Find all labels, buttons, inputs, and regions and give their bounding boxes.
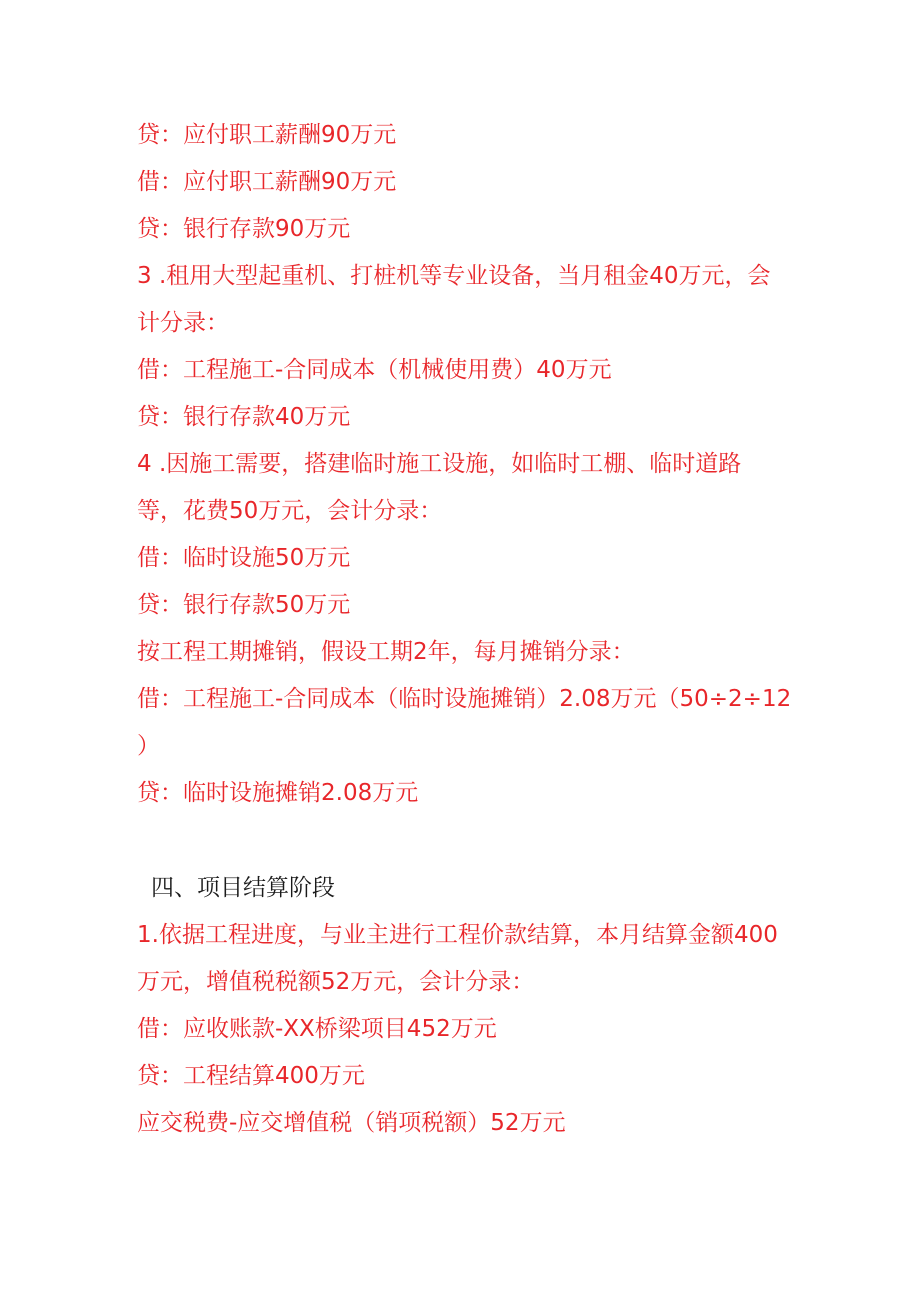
section-spacer — [137, 817, 797, 865]
amortization-credit-line: 贷：临时设施摊销2.08万元 — [137, 780, 419, 806]
settlement-tax-credit-line: 应交税费-应交增值税（销项税额）52万元 — [137, 1110, 566, 1136]
settlement-credit-line: 贷：工程结算400万元 — [137, 1063, 365, 1089]
amortization-debit-line: 借：工程施工-合同成本（临时设施摊销）2.08万元（50÷2÷12 — [137, 686, 792, 712]
settlement-description-cont: 万元，增值税税额52万元，会计分录： — [137, 969, 535, 995]
amortization-debit-line-cont: ） — [137, 733, 160, 759]
item4-credit-line: 贷：银行存款50万元 — [137, 592, 351, 618]
item4-debit-line: 借：临时设施50万元 — [137, 545, 351, 571]
item3-description: 3 .租用大型起重机、打桩机等专业设备，当月租金40万元，会 — [137, 263, 771, 289]
credit-payroll-line: 贷：应付职工薪酬90万元 — [137, 122, 397, 148]
settlement-debit-line: 借：应收账款-XX桥梁项目452万元 — [137, 1016, 497, 1042]
document-body — [137, 112, 797, 1147]
settlement-description: 1.依据工程进度，与业主进行工程价款结算，本月结算金额400 — [137, 922, 778, 948]
item3-debit-line: 借：工程施工-合同成本（机械使用费）40万元 — [137, 357, 612, 383]
amortization-intro: 按工程工期摊销，假设工期2年，每月摊销分录： — [137, 639, 635, 665]
credit-bank-line: 贷：银行存款90万元 — [137, 216, 351, 242]
debit-payroll-line: 借：应付职工薪酬90万元 — [137, 169, 397, 195]
section-heading: 四、项目结算阶段 — [151, 875, 335, 901]
item3-description-cont: 计分录： — [137, 310, 229, 336]
item3-credit-line: 贷：银行存款40万元 — [137, 404, 351, 430]
item4-description-cont: 等，花费50万元，会计分录： — [137, 498, 443, 524]
item4-description: 4 .因施工需要，搭建临时施工设施，如临时工棚、临时道路 — [137, 451, 742, 477]
